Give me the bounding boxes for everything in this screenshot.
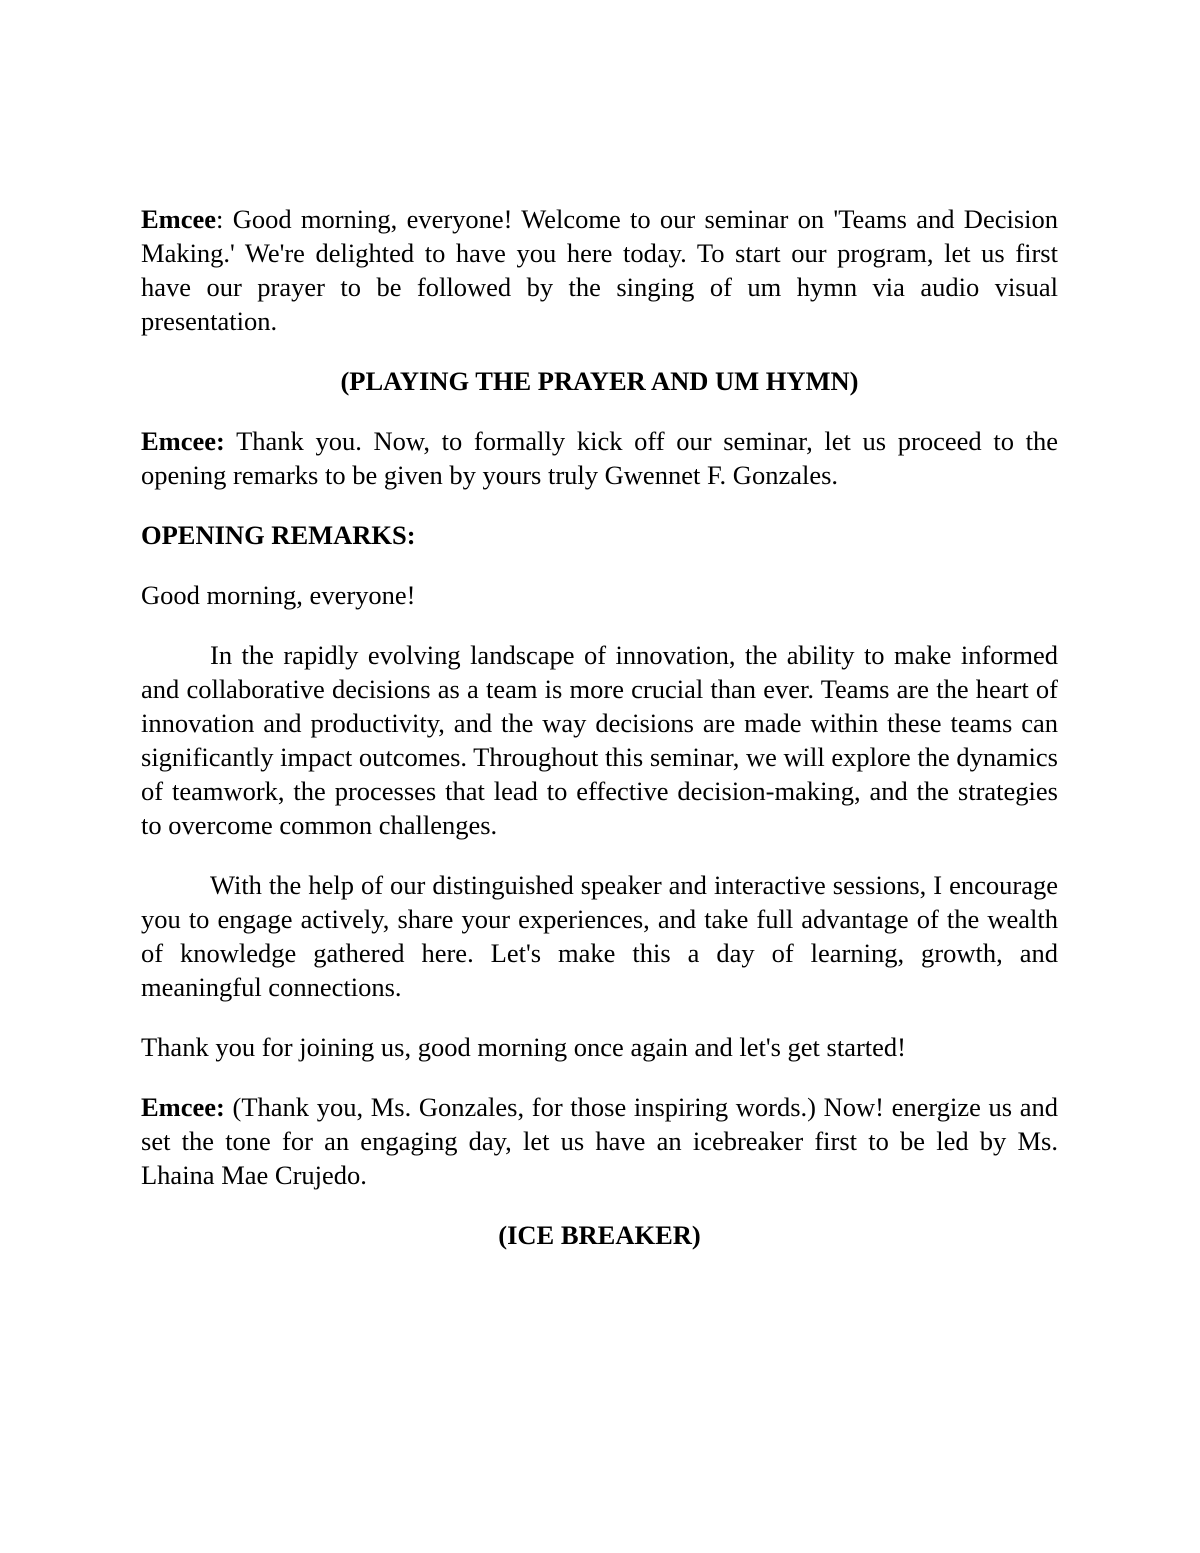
icebreaker-cue: (ICE BREAKER) (498, 1220, 701, 1250)
transition-2-text: (Thank you, Ms. Gonzales, for those inspiring words.) Now! energize us and set the tone for an engaging day, let us have an icebreaker first to be led by Ms. Lhaina Mae Crujedo. (141, 1092, 1058, 1190)
transition-paragraph-2 (141, 1090, 1058, 1192)
intro-paragraph (141, 202, 1058, 338)
closing-line: Thank you for joining us, good morning once again and let's get started! (141, 1032, 907, 1062)
document-page (141, 202, 1058, 1278)
speaker-label: Emcee: (141, 426, 225, 456)
opening-remarks-heading: OPENING REMARKS: (141, 520, 416, 550)
body-paragraph-2: With the help of our distinguished speaker and interactive sessions, I encourage you to engage actively, share your experiences, and take full advantage of the wealth of knowledge gathered here. Let's make this a day of learning, growth, and meaningful connections. (141, 870, 1058, 1002)
transition-1-text: Thank you. Now, to formally kick off our seminar, let us proceed to the opening remarks to be given by yours truly Gwennet F. Gonzales. (141, 426, 1058, 490)
intro-text: Good morning, everyone! Welcome to our seminar on 'Teams and Decision Making.' We're delighted to have you here today. To start our program, let us first have our prayer to be followed by the singing of um hymn via audio visual presentation. (141, 204, 1058, 336)
transition-paragraph-1 (141, 424, 1058, 492)
greeting-line: Good morning, everyone! (141, 580, 416, 610)
speaker-label: Emcee: (141, 1092, 225, 1122)
speaker-label: Emcee (141, 204, 217, 234)
speaker-separator: : (216, 204, 224, 234)
prayer-cue: (PLAYING THE PRAYER AND UM HYMN) (340, 366, 859, 396)
body-paragraph-1: In the rapidly evolving landscape of innovation, the ability to make informed and collaborative decisions as a team is more crucial than ever. Teams are the heart of innovation and productivity, and the way decisions are made within these teams can significantly impact outcomes. Throughout this seminar, we will explore the dynamics of teamwork, the processes that lead to effective decision-making, and the strategies to overcome common challenges. (141, 640, 1058, 840)
